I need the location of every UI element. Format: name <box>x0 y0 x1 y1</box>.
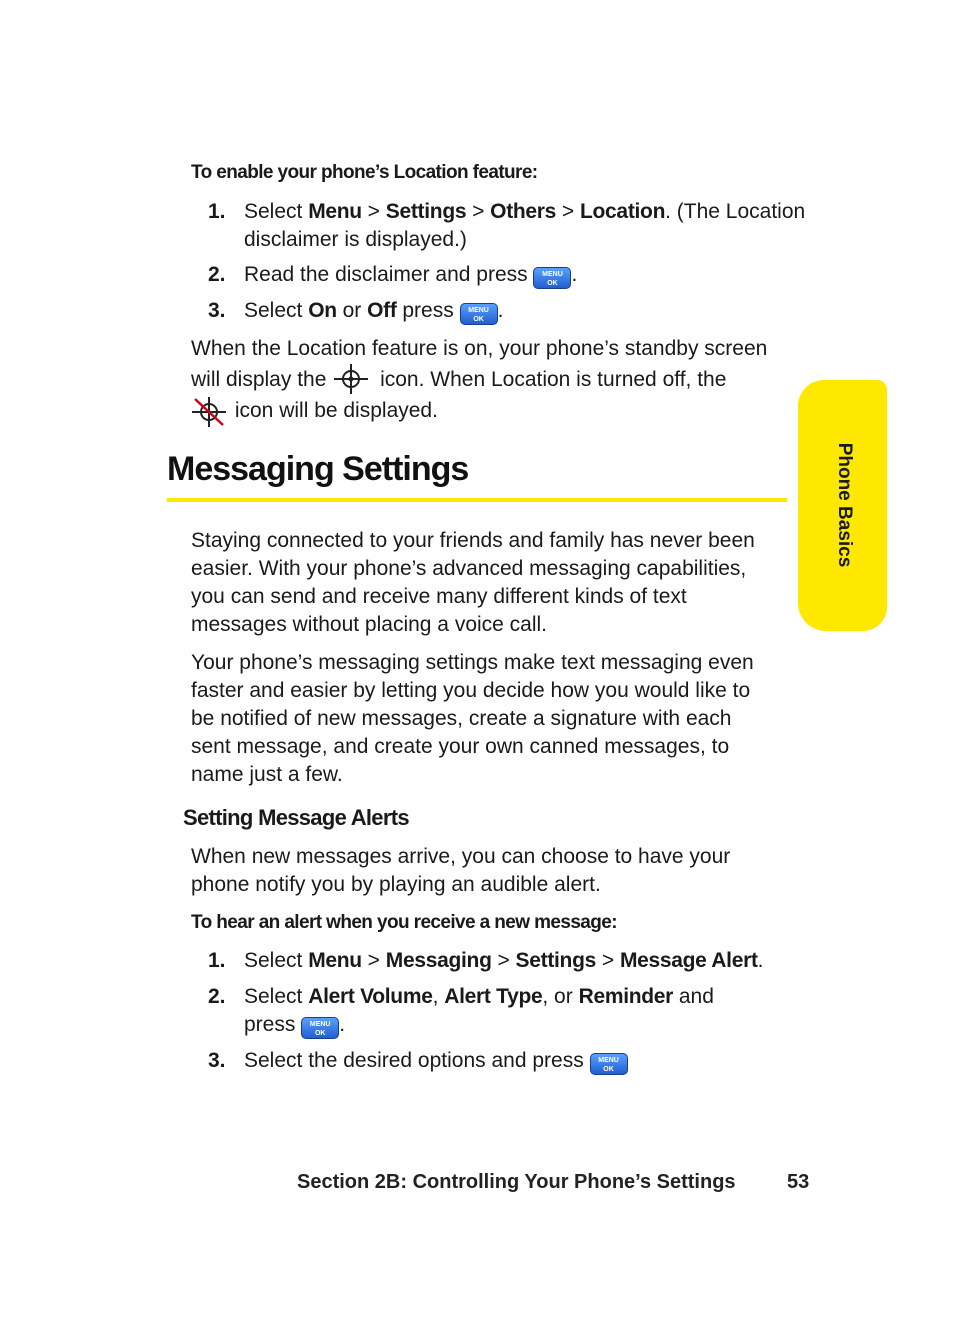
location-paragraph: When the Location feature is on, your phone’s standby screen will display the icon. When Location is turned off, the icon will be displayed. <box>191 335 791 429</box>
menu-ok-key-icon: MENU OK <box>460 303 498 325</box>
menu-ok-key-icon: MENU OK <box>590 1053 628 1075</box>
subsection-title: Setting Message Alerts <box>183 805 409 830</box>
alerts-heading: To hear an alert when you receive a new message: <box>191 912 617 933</box>
footer-section-label: Section 2B: Controlling Your Phone’s Settings <box>297 1171 736 1193</box>
menu-ok-key-icon: MENU OK <box>301 1017 339 1039</box>
location-heading: To enable your phone’s Location feature: <box>191 162 538 183</box>
alerts-paragraph: When new messages arrive, you can choose to have your phone notify you by playing an audible alert. <box>191 845 731 896</box>
messaging-settings-paragraph: Your phone’s messaging settings make text messaging even faster and easier by letting you decide how you would like to be notified of new messages, create a signature with each sent message, and create your own canned messages, to name just a few. <box>191 651 754 786</box>
section-title: Messaging Settings <box>167 450 469 488</box>
location-off-icon <box>189 395 229 429</box>
menu-ok-key-icon: MENU OK <box>533 267 571 289</box>
page-number: 53 <box>787 1171 810 1193</box>
messaging-intro-paragraph: Staying connected to your friends and family has never been easier. With your phone’s advanced messaging capabilities, you can send and receive many different kinds of text messages without placing a voice call. <box>191 529 755 636</box>
location-on-icon <box>332 363 370 395</box>
side-tab-label: Phone Basics <box>834 442 855 568</box>
title-underline <box>167 498 787 502</box>
